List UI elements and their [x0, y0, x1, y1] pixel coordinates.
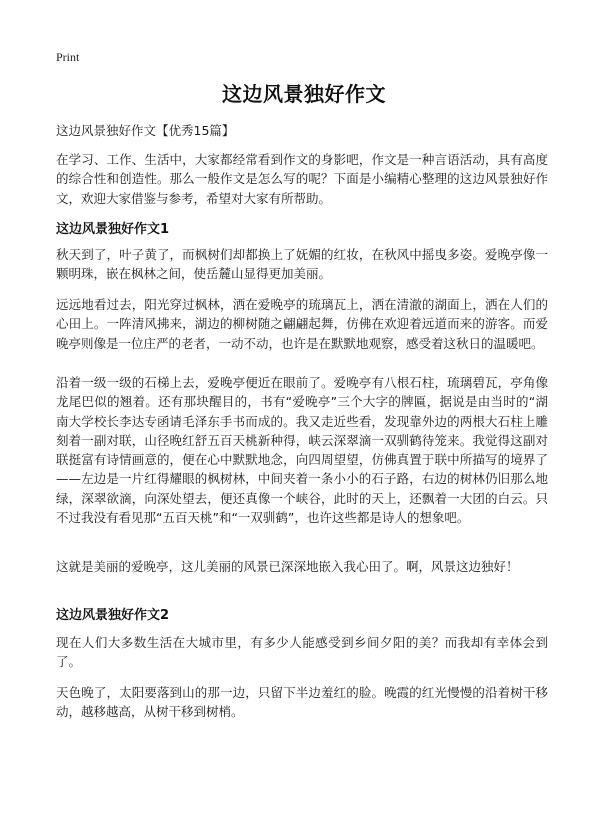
print-link[interactable]: Print: [56, 50, 80, 64]
section-2-paragraph-1: 现在人们大多数生活在大城市里，有多少人能感受到乡间夕阳的美？而我却有幸体会到了。: [56, 635, 548, 670]
section-1-paragraph-1: 秋天到了，叶子黄了，而枫树们却都换上了妩媚的红妆，在秋风中摇曳多姿。爱晚亭像一颗明珠，嵌在枫林之间，使岳麓山显得更加美丽。: [56, 247, 548, 282]
section-1-paragraph-2: 远远地看过去，阳光穿过枫林，洒在爱晚亭的琉璃瓦上，洒在清澈的湖面上，洒在人们的心田上。一阵清风拂来，湖边的柳树随之翩翩起舞，仿佛在欢迎着远道而来的游客。而爱晚亭则像是一位庄严的老者，一动不动，也许是在默默地观察，感受着这秋日的温暖吧。: [56, 297, 548, 351]
section-1-paragraph-4: 这就是美丽的爱晚亭，这儿美丽的风景已深深地嵌入我心田了。啊，风景这边独好！: [56, 559, 519, 574]
subtitle: 这边风景独好作文【优秀15篇】: [56, 123, 235, 138]
section-1-paragraph-3: 沿着一级一级的石梯上去，爱晚亭便近在眼前了。爱晚亭有八根石柱，琉璃碧瓦，亭角像龙尾巴似的翘着。还有那块醒目的，书有“爱晚亭”三个大字的牌匾，据说是由当时的“湖南大学校长李达专函请毛泽东手书而成的。我又走近些看，发现靠外边的两根大石柱上雕刻着一副对联，山径晚红舒五百天桃新种得，峡云深翠滴一双驯鹤待笼来。我觉得这副对联挺富有诗情画意的，便在心中默默地念，向四周望望，仿佛真置于联中所描写的境界了——左边是一片红得耀眼的枫树林，中间夹着一条小小的石子路，右边的树林仍旧那么地绿，深翠欲滴，向深处望去，便还真像一个峡谷，此时的天上，还飘着一大团的白云。只不过我没有看见那“五百天桃”和“一双驯鹤”，也许这些都是诗人的想象吧。: [56, 375, 548, 526]
page-title: 这边风景独好作文: [222, 82, 386, 106]
section-2-paragraph-2: 天色晚了，太阳要落到山的那一边，只留下半边羞红的脸。晚霞的红光慢慢的沿着树干移动，越移越高，从树干移到树梢。: [56, 685, 548, 720]
intro-paragraph: 在学习、工作、生活中，大家都经常看到作文的身影吧，作文是一种言语活动，具有高度的综合性和创造性。那么一般作文是怎么写的呢？下面是小编精心整理的这边风景独好作文，欢迎大家借鉴与参考，希望对大家有所帮助。: [56, 152, 548, 206]
section-heading-1: 这边风景独好作文1: [56, 222, 170, 237]
section-heading-2: 这边风景独好作文2: [56, 608, 170, 623]
